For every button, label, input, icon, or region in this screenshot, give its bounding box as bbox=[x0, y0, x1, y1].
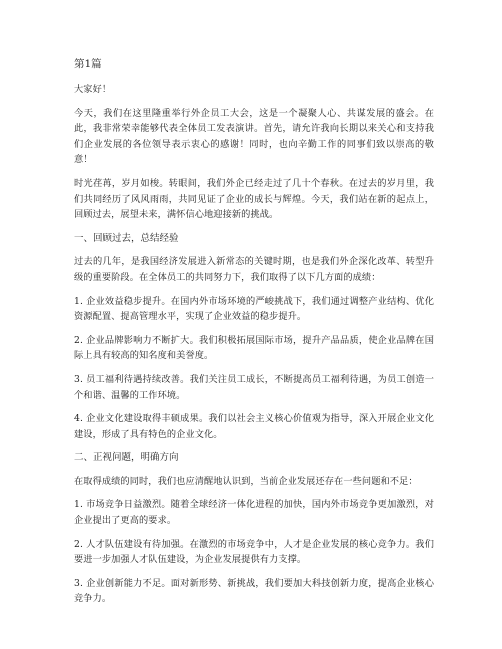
section-2-item: 1. 市场竞争日益激烈。随着全球经济一体化进程的加快，国内外市场竞争更加激烈，对企业提出了更高的要求。 bbox=[74, 499, 434, 527]
section-2-title: 二、正视问题，明确方向 bbox=[74, 452, 179, 464]
section-1-item: 2. 企业品牌影响力不断扩大。我们积极拓展国际市场，提升产品品质，使企业品牌在国际上具有较高的知名度和美誉度。 bbox=[74, 334, 434, 362]
section-1-title: 一、回顾过去，总结经验 bbox=[74, 232, 179, 244]
document-body bbox=[74, 56, 434, 615]
section-2-intro: 在取得成绩的同时，我们也应清醒地认识到，当前企业发展还存在一些问题和不足： bbox=[74, 475, 418, 487]
document-title: 第1篇 bbox=[74, 58, 102, 70]
section-1-intro: 过去的几年，是我国经济发展进入新常态的关键时期，也是我们外企深化改革、转型升级的重要阶段。在全体员工的共同努力下，我们取得了以下几方面的成绩： bbox=[74, 256, 434, 283]
section-1-item: 1. 企业效益稳步提升。在国内外市场环境的严峻挑战下，我们通过调整产业结构、优化资源配置、提高管理水平，实现了企业效益的稳步提升。 bbox=[74, 295, 434, 323]
greeting: 大家好！ bbox=[74, 84, 112, 95]
section-2-item: 2. 人才队伍建设有待加强。在激烈的市场竞争中，人才是企业发展的核心竞争力。我们要进一步加强人才队伍建设，为企业发展提供有力支撑。 bbox=[74, 538, 434, 566]
section-2-item: 3. 企业创新能力不足。面对新形势、新挑战，我们要加大科技创新力度，提高企业核心竞争力。 bbox=[74, 577, 434, 605]
section-1-item: 4. 企业文化建设取得丰硕成果。我们以社会主义核心价值观为指导，深入开展企业文化建设，形成了具有特色的企业文化。 bbox=[74, 413, 434, 440]
section-1-item: 3. 员工福利待遇持续改善。我们关注员工成长，不断提高员工福利待遇，为员工创造一个和谐、温馨的工作环境。 bbox=[74, 373, 434, 401]
time-paragraph: 时光荏苒，岁月如梭。转眼间，我们外企已经走过了几十个春秋。在过去的岁月里，我们共同经历了风风雨雨，共同见证了企业的成长与辉煌。今天，我们站在新的起点上，回顾过去，展望未来，满怀信心地迎接新的挑战。 bbox=[74, 177, 434, 221]
opening-paragraph: 今天，我们在这里隆重举行外企员工大会，这是一个凝聚人心、共谋发展的盛会。在此，我非常荣幸能够代表全体员工发表演讲。首先，请允许我向长期以来关心和支持我们企业发展的各位领导表示衷心的感谢！同时，也向辛勤工作的同事们致以崇高的敬意！ bbox=[74, 107, 434, 166]
